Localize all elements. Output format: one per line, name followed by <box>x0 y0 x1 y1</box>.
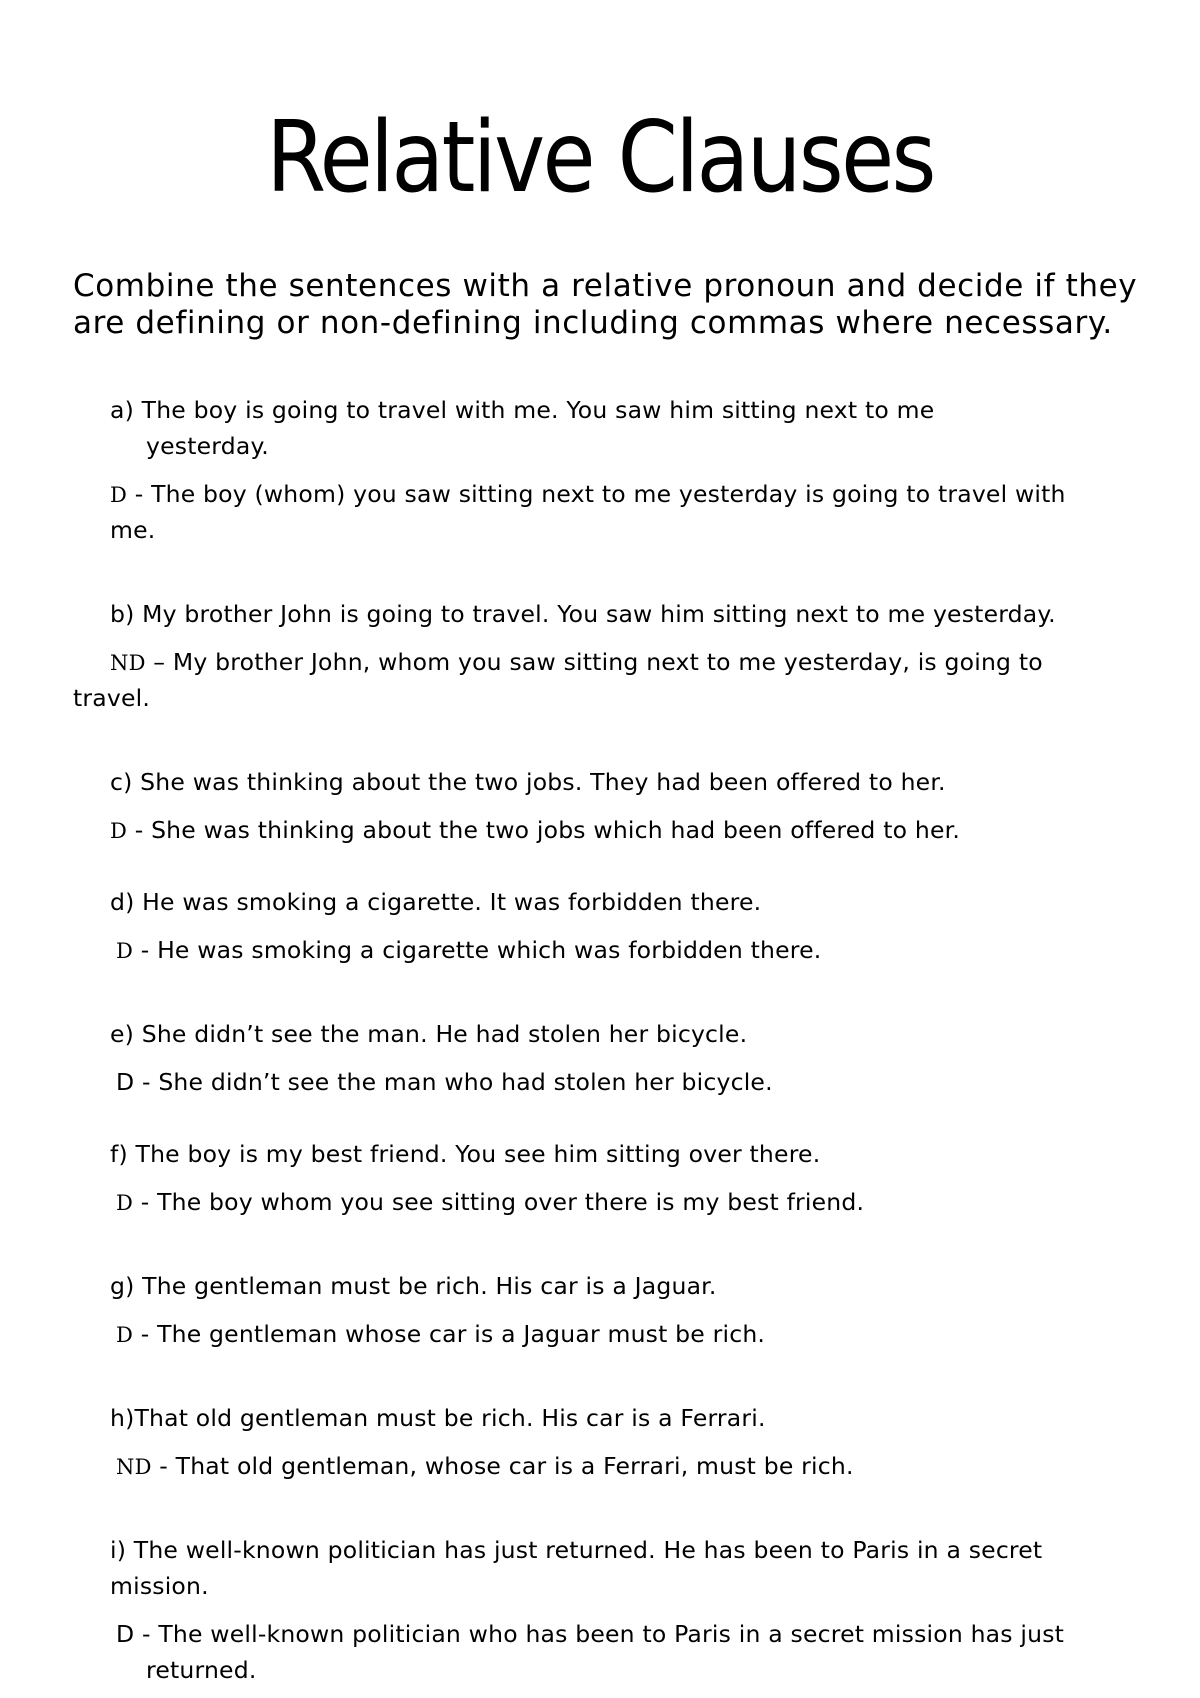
question-c: c) She was thinking about the two jobs. They had been offered to her. <box>110 768 946 796</box>
answer-d <box>116 932 821 969</box>
answer-text: - She was thinking about the two jobs which had been offered to her. <box>127 816 960 844</box>
question-a-cont: yesterday. <box>146 432 269 460</box>
answer-tag: D <box>110 483 128 507</box>
answer-b <box>110 644 1043 681</box>
question-g: g) The gentleman must be rich. His car is a Jaguar. <box>110 1272 717 1300</box>
question-b: b) My brother John is going to travel. You saw him sitting next to me yesterday. <box>110 600 1056 628</box>
question-f: f) The boy is my best friend. You see him sitting over there. <box>110 1140 821 1168</box>
answer-a-cont: me. <box>110 516 156 544</box>
answer-text: - The boy (whom) you saw sitting next to me yesterday is going to travel with <box>127 480 1066 508</box>
question-i-cont: mission. <box>110 1572 209 1600</box>
answer-text: - The well-known politician who has been to Paris in a secret mission has just <box>134 1620 1065 1648</box>
answer-tag: ND <box>110 651 146 675</box>
answer-tag: D <box>116 939 134 963</box>
answer-tag: D <box>116 1323 134 1347</box>
answer-text: - He was smoking a cigarette which was forbidden there. <box>133 936 822 964</box>
answer-a <box>110 476 1066 513</box>
answer-tag: D <box>110 819 128 843</box>
question-e: e) She didn’t see the man. He had stolen her bicycle. <box>110 1020 748 1048</box>
instructions: Combine the sentences with a relative pronoun and decide if they are defining or non-defining including commas where necessary. <box>73 268 1138 341</box>
answer-i-cont: returned. <box>146 1656 257 1684</box>
answer-text: - That old gentleman, whose car is a Ferrari, must be rich. <box>151 1452 854 1480</box>
answer-f <box>116 1184 864 1221</box>
answer-tag: D <box>116 1620 135 1648</box>
page-title: Relative Clauses <box>266 101 934 215</box>
answer-text: - The gentleman whose car is a Jaguar must be rich. <box>133 1320 766 1348</box>
answer-b-cont: travel. <box>73 684 151 712</box>
answer-text: - The boy whom you see sitting over there is my best friend. <box>133 1188 865 1216</box>
answer-e <box>116 1064 773 1100</box>
answer-tag: D <box>116 1068 135 1096</box>
answer-g <box>116 1316 765 1353</box>
answer-tag: ND <box>116 1455 152 1479</box>
question-h: h)That old gentleman must be rich. His car is a Ferrari. <box>110 1404 766 1432</box>
question-a: a) The boy is going to travel with me. You saw him sitting next to me <box>110 396 935 424</box>
answer-i <box>116 1616 1064 1652</box>
answer-text: – My brother John, whom you saw sitting next to me yesterday, is going to <box>145 648 1043 676</box>
answer-h <box>116 1448 854 1485</box>
answer-tag: D <box>116 1191 134 1215</box>
answer-text: - She didn’t see the man who had stolen her bicycle. <box>134 1068 773 1096</box>
question-i: i) The well-known politician has just returned. He has been to Paris in a secret <box>110 1536 1043 1564</box>
answer-c <box>110 812 960 849</box>
question-d: d) He was smoking a cigarette. It was forbidden there. <box>110 888 762 916</box>
